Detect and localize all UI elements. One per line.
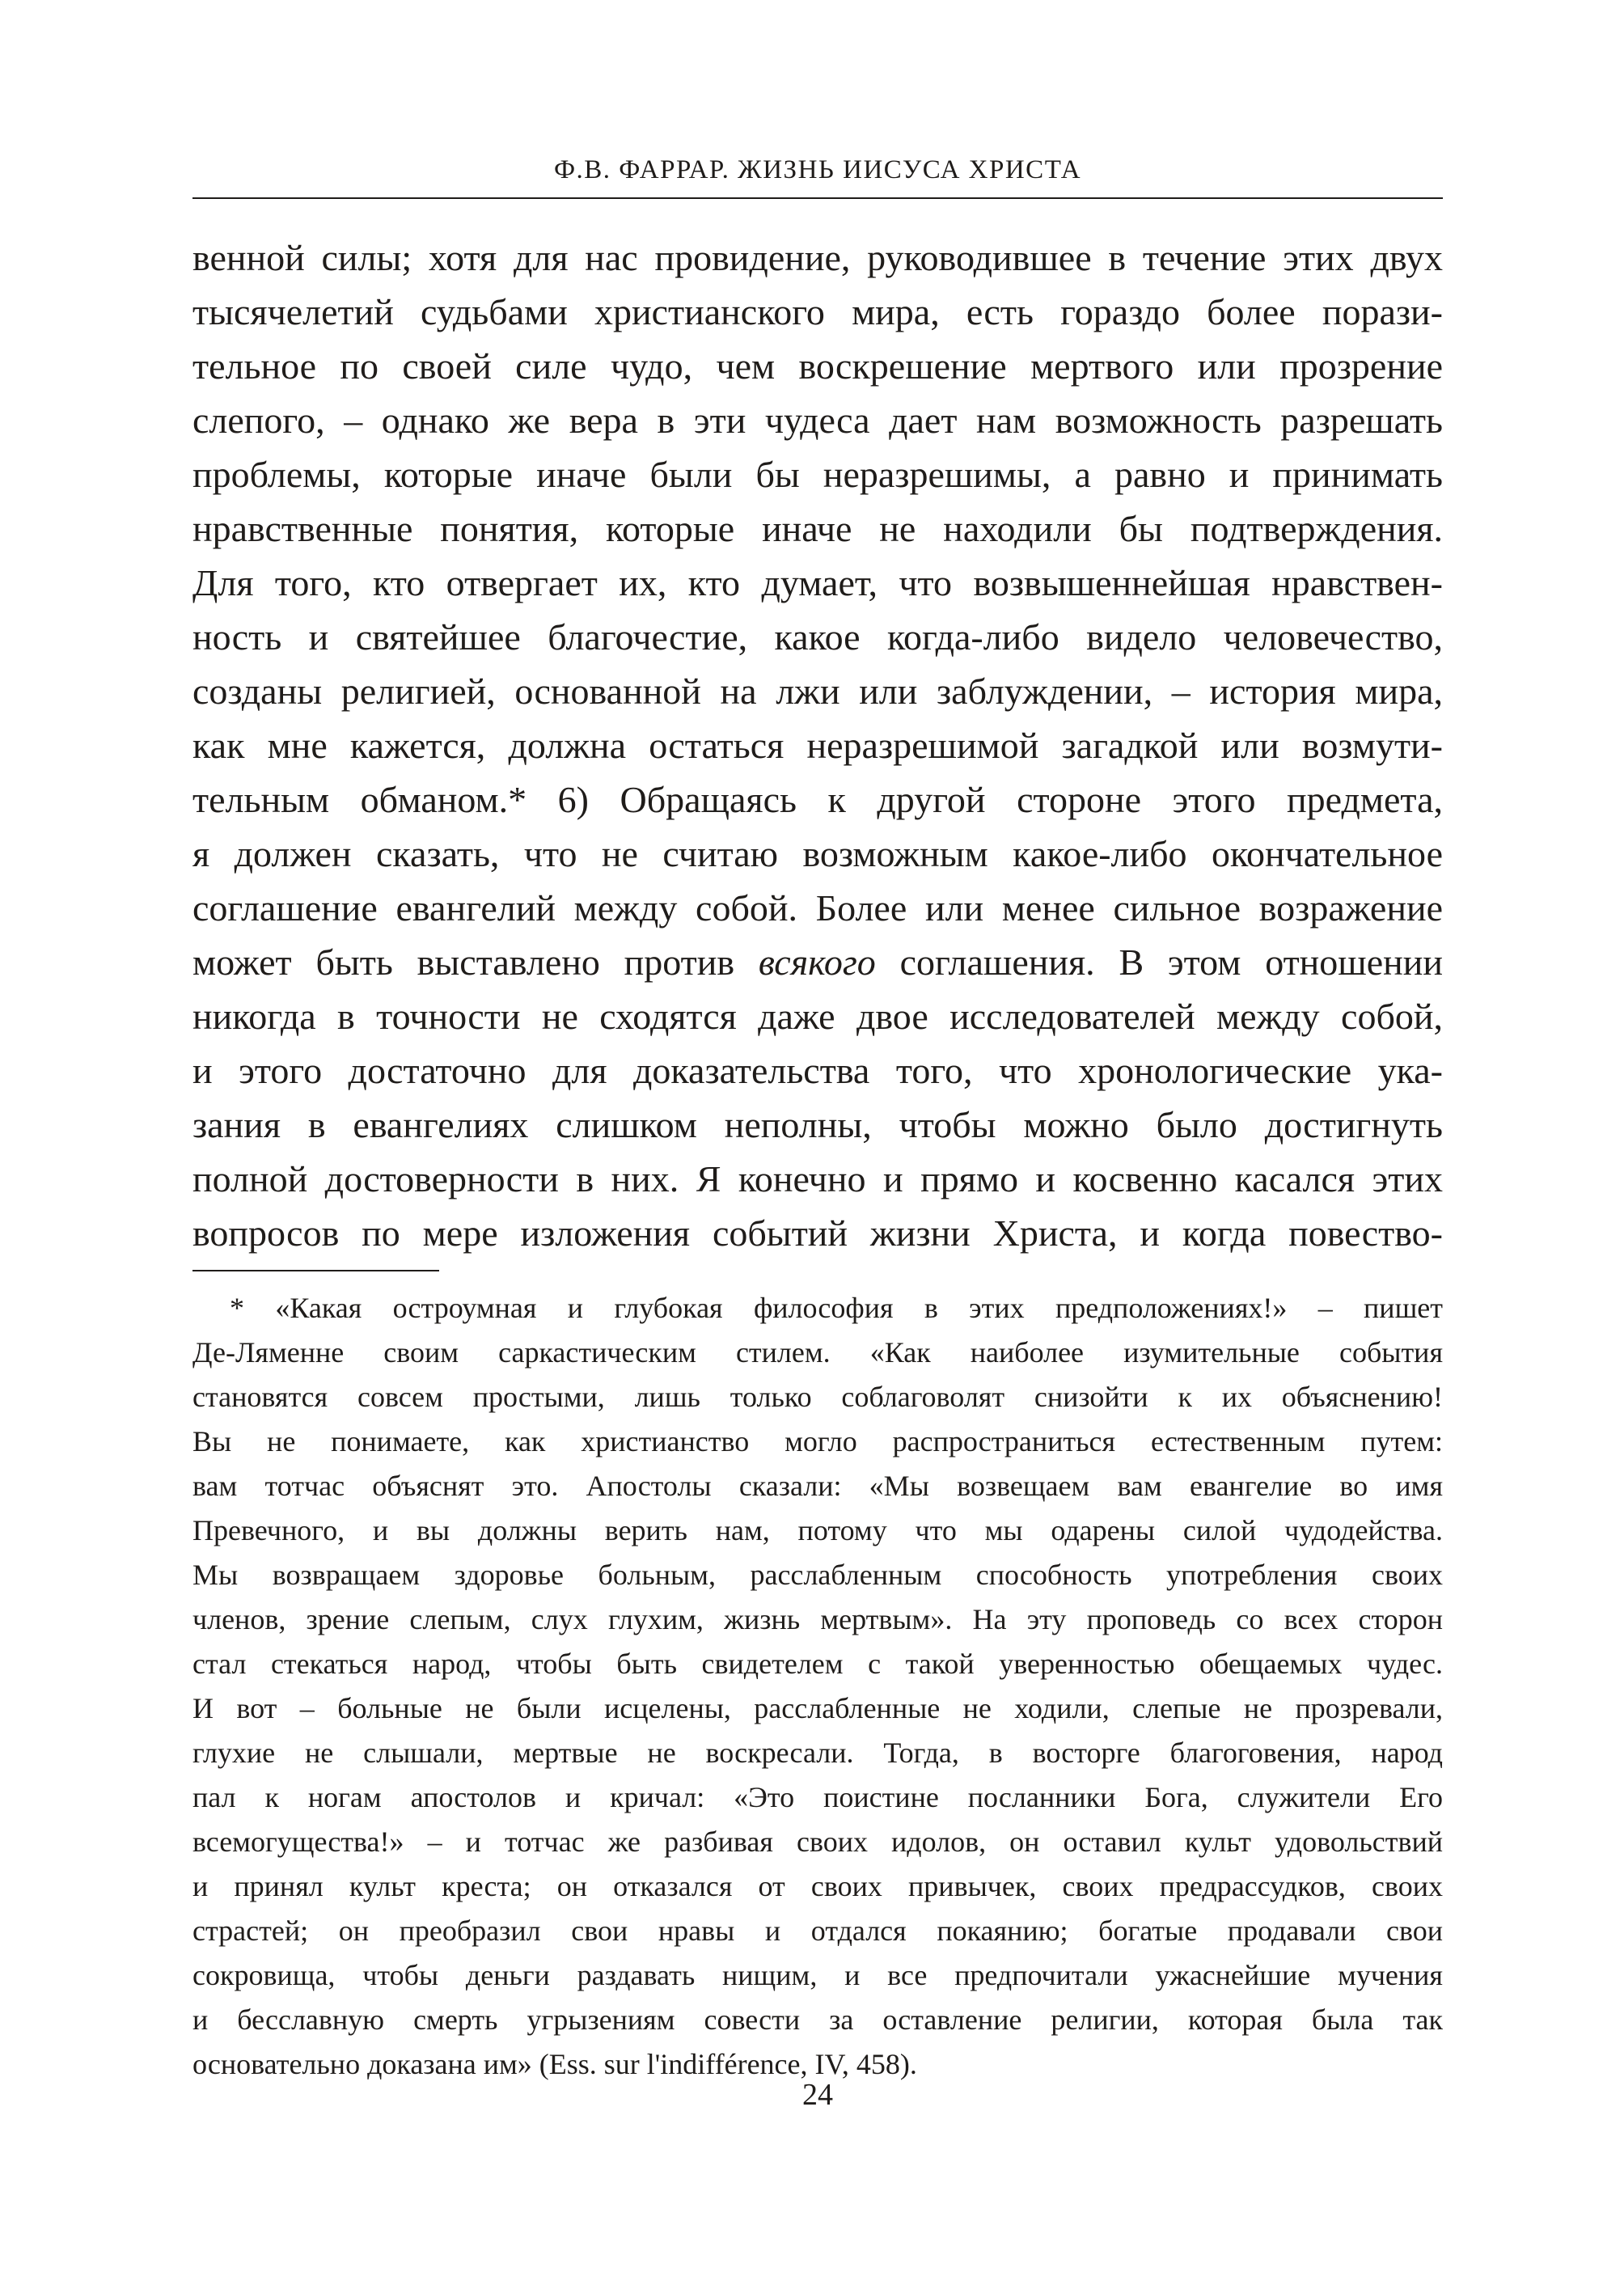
footnote-line: страстей; он преобразил свои нравы и отдался покаянию; богатые продавали свои: [192, 1914, 1443, 1947]
text-line: слепого, – однако же вера в эти чудеса дает нам возможность разрешать: [192, 400, 1443, 441]
text-segment: соглашения. В этом отношении: [899, 941, 1443, 983]
text-line-with-emphasis: [192, 935, 1443, 989]
footnote-line: всемогущества!» – и тотчас же разбивая своих идолов, он оставил культ удовольствий: [192, 1826, 1443, 1858]
footnote-line: пал к ногам апостолов и кричал: «Это поистине посланники Бога, служители Его: [192, 1781, 1443, 1813]
emphasis-word: всякого: [758, 941, 876, 983]
text-line: никогда в точности не сходятся даже двое исследователей между собой,: [192, 996, 1443, 1037]
footnote-separator: [192, 1270, 439, 1271]
footnote-line: Вы не понимаете, как христианство могло распространиться естественным путем:: [192, 1425, 1443, 1457]
footnote-line: и принял культ креста; он отказался от своих привычек, своих предрассудков, своих: [192, 1870, 1443, 1902]
text-line: Для того, кто отвергает их, кто думает, что возвышеннейшая нравствен-: [192, 562, 1443, 603]
text-line: как мне кажется, должна остаться неразрешимой загадкой или возмути-: [192, 725, 1443, 766]
main-text: [192, 231, 1443, 1260]
text-segment: может быть выставлено против: [192, 941, 735, 983]
footnote-line: И вот – больные не были исцелены, расслабленные не ходили, слепые не прозревали,: [192, 1692, 1443, 1724]
footnote-line: стал стекаться народ, чтобы быть свидетелем с такой уверенностью обещаемых чудес.: [192, 1648, 1443, 1680]
text-line: проблемы, которые иначе были бы неразрешимы, а равно и принимать: [192, 454, 1443, 495]
footnote-line: * «Какая остроумная и глубокая философия в этих предположениях!» – пишет: [230, 1292, 1443, 1324]
footnote-line: членов, зрение слепым, слух глухим, жизнь мертвым». На эту проповедь со всех сторон: [192, 1603, 1443, 1635]
text-line: тельное по своей силе чудо, чем воскрешение мертвого или прозрение: [192, 345, 1443, 387]
footnote-line: Де-Ляменне своим саркастическим стилем. «Как наиболее изумительные события: [192, 1336, 1443, 1369]
footnote-line: сокровища, чтобы деньги раздавать нищим, и все предпочитали ужаснейшие мучения: [192, 1959, 1443, 1991]
text-line: зания в евангелиях слишком неполны, чтобы можно было достигнуть: [192, 1104, 1443, 1145]
running-head: Ф.В. ФАРРАР. ЖИЗНЬ ИИСУСА ХРИСТА: [553, 155, 1082, 184]
footnote-line: Мы возвращаем здоровье больным, расслабленным способность употребления своих: [192, 1559, 1443, 1591]
text-line: и этого достаточно для доказательства того, что хронологические ука-: [192, 1050, 1443, 1091]
text-line: созданы религией, основанной на лжи или заблуждении, – история мира,: [192, 671, 1443, 712]
footnote-line: Превечного, и вы должны верить нам, потому что мы одарены силой чудодейства.: [192, 1514, 1443, 1546]
footnote: [192, 1286, 1443, 2087]
text-line: я должен сказать, что не считаю возможным какое-либо окончательное: [192, 833, 1443, 874]
footnote-line: глухие не слышали, мертвые не воскресали. Тогда, в восторге благоговения, народ: [192, 1737, 1443, 1769]
text-line: венной силы; хотя для нас провидение, руководившее в течение этих двух: [192, 237, 1443, 278]
text-line: полной достоверности в них. Я конечно и прямо и косвенно касался этих: [192, 1158, 1443, 1199]
footnote-line: и бесславную смерть угрызениям совести за оставление религии, которая была так: [192, 2003, 1443, 2036]
text-line: тысячелетий судьбами христианского мира, есть гораздо более порази-: [192, 291, 1443, 332]
footnote-line: основательно доказана им» (Ess. sur l'indifférence, IV, 458).: [192, 2048, 917, 2080]
text-line: вопросов по мере изложения событий жизни Христа, и когда повество-: [192, 1212, 1443, 1254]
text-line: соглашение евангелий между собой. Более или менее сильное возражение: [192, 887, 1443, 929]
text-line: тельным обманом.* 6) Обращаясь к другой стороне этого предмета,: [192, 779, 1443, 820]
page-number: 24: [802, 2078, 833, 2112]
footnote-line: вам тотчас объяснят это. Апостолы сказали: «Мы возвещаем вам евангелие во имя: [192, 1470, 1443, 1502]
text-line: ность и святейшее благочестие, какое когда-либо видело человечество,: [192, 616, 1443, 658]
running-head-rule: [192, 197, 1443, 199]
footnote-line: становятся совсем простыми, лишь только соблаговолят снизойти к их объяснению!: [192, 1381, 1443, 1413]
text-line: нравственные понятия, которые иначе не находили бы подтверждения.: [192, 508, 1443, 549]
